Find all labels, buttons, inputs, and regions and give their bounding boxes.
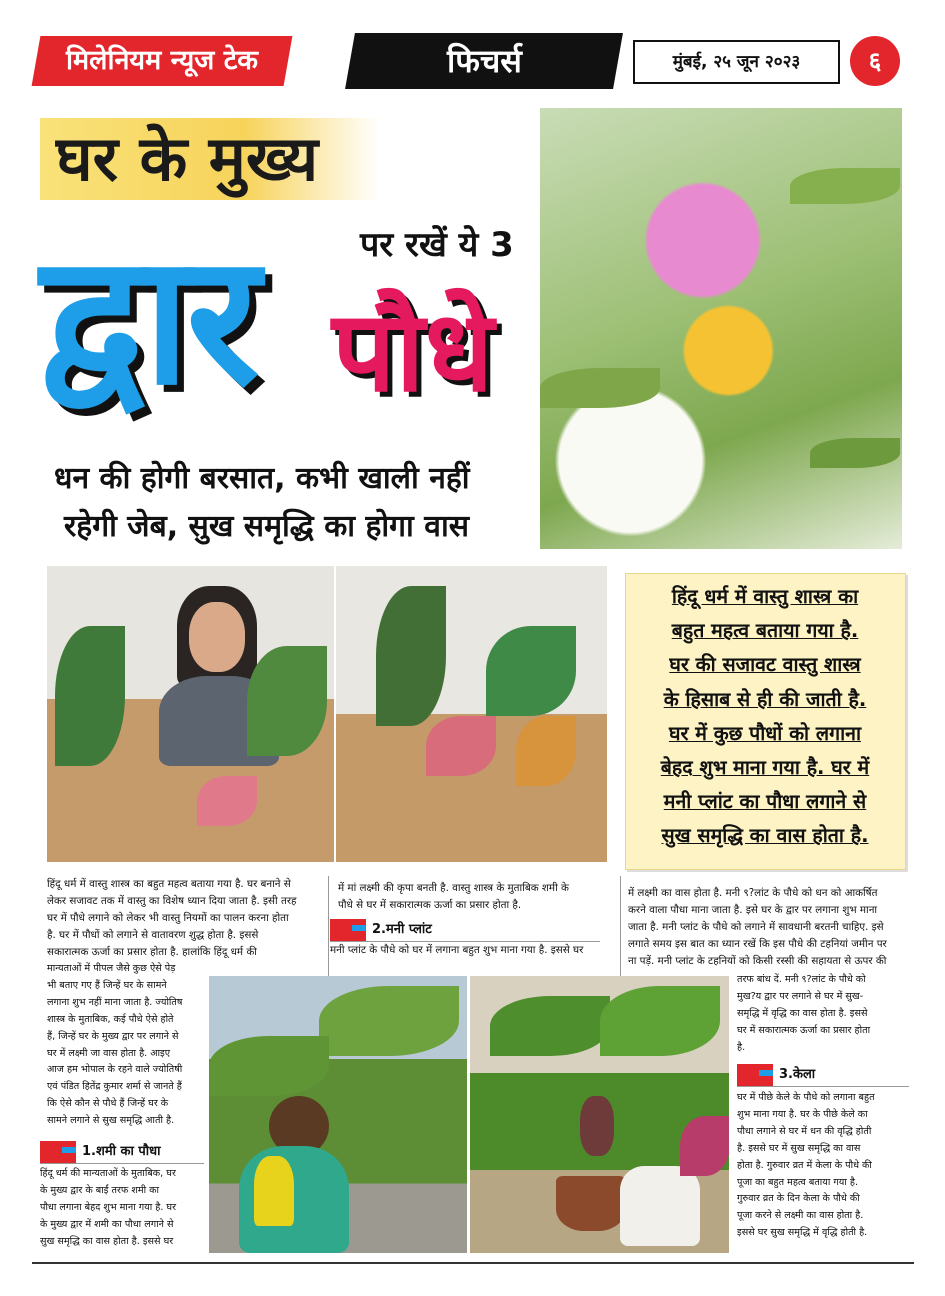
page-number: ६ <box>850 36 900 86</box>
leaf-shape <box>680 1116 729 1176</box>
leaf-shape <box>790 168 900 204</box>
leaf-shape <box>247 646 327 756</box>
text-line: गुरुवार व्रत के दिन केला के पौधे की <box>737 1193 860 1205</box>
leaf-shape <box>426 716 496 776</box>
text-line: लगाते समय इस बात का ध्यान रखें कि इस पौधे की टहनियां जमीन पर <box>628 937 887 950</box>
col2-text <box>338 880 610 914</box>
text-line: घर में पीछे केले के पौधे को लगाना बहुत <box>737 1092 875 1103</box>
col1-intro <box>47 876 318 961</box>
text-line: है. <box>737 1041 746 1053</box>
subhead-label: 3.केला <box>779 1067 816 1082</box>
text-line: शुभ माना गया है. घर के पीछे केले का <box>737 1108 868 1120</box>
text-line: पौधे से घर में सकारात्मक ऊर्जा का प्रसार होता है. <box>338 898 522 911</box>
col3-text-narrow <box>737 972 909 1057</box>
leaf-shape <box>490 996 610 1056</box>
subhead-money-plant <box>330 919 600 942</box>
text-line: सुख समृद्धि का वास होता है. इससे घर <box>40 1235 174 1247</box>
quote-line: बेहद शुभ माना गया है. घर में <box>660 756 870 780</box>
leaf-shape <box>209 1036 329 1096</box>
text-line: आज हम भोपाल के रहने वाले ज्योतिषी <box>47 1064 183 1076</box>
text-line: घर में सकारात्मक ऊर्जा का प्रसार होता <box>737 1024 871 1036</box>
quote-line: मनी प्लांट का पौधा लगाने से <box>663 790 867 814</box>
col2-money <box>330 942 612 959</box>
tagline-line2: रहेगी जेब, सुख समृद्धि का होगा वास <box>64 509 469 544</box>
col1-intro-narrow <box>47 961 204 1130</box>
quote-line: घर की सजावट वास्तु शास्त्र <box>669 653 861 677</box>
quote-line: के हिसाब से ही की जाती है. <box>663 687 867 711</box>
flower-pot <box>556 1176 626 1231</box>
text-line: है. घर में पौधों को लगाने से वातावरण शुद्ध होता है. इससे <box>47 928 259 941</box>
quote-text <box>636 580 894 854</box>
text-line: सामने लगाने से सुख समृद्धि आती है. <box>47 1115 175 1127</box>
column-rule <box>328 876 329 976</box>
text-line: करने वाला पौधा माना जाता है. इसे घर के द्वार पर लगाना शुभ माना <box>628 903 878 916</box>
text-line: हिंदू धर्म की मान्यताओं के मुताबिक, घर <box>40 1168 176 1179</box>
headline-big-word: द्वार <box>40 216 256 425</box>
text-line: पौधा लगाने से घर में धन की वृद्धि होती <box>737 1125 872 1137</box>
text-line: मान्यताओं में पीपल जैसे कुछ ऐसे पेड़ <box>47 963 176 974</box>
text-line: घर में लक्ष्मी जा वास होता है. आइए <box>47 1047 171 1059</box>
col3-banana <box>737 1090 909 1242</box>
subhead-blue-mark <box>62 1147 76 1153</box>
subhead-label: 1.शमी का पौधा <box>82 1144 161 1159</box>
column-rule <box>620 876 621 976</box>
leaf-shape <box>810 438 900 468</box>
text-line: हिंदू धर्म में वास्तु शास्त्र का बहुत महत्व बताया गया है. घर बनाने से <box>47 878 291 890</box>
leaf-shape <box>516 716 576 786</box>
quote-line: सुख समृद्धि का वास होता है. <box>661 824 869 848</box>
text-line: पूजा का बहुत महत्व बताया गया है. <box>737 1176 859 1188</box>
leaf-shape <box>376 586 446 726</box>
text-line: ना पड़ें. मनी प्लांट के टहनियों को किसी रस्सी की सहायता से ऊपर की <box>628 954 887 967</box>
newspaper-brand: मिलेनियम न्यूज टेक <box>32 36 293 86</box>
text-line: पूजा करने से लक्ष्मी का वास होता है. <box>737 1210 864 1222</box>
col1-shami <box>40 1166 204 1251</box>
potted-plants-photo <box>336 566 607 862</box>
woman-plants-photo <box>47 566 334 862</box>
text-line: जाता है. मनी प्लांट के पौधे को लगाने में सावधानी बरतनी चाहिए. इसे <box>628 920 884 933</box>
text-line: में लक्ष्मी का वास होता है. मनी ९?लांट के पौधे को धन को आकर्षित <box>628 887 878 899</box>
text-line: पौधा लगाना बेहद शुभ माना गया है. घर <box>40 1201 177 1213</box>
text-line: के मुख्य द्वार के बाईं तरफ शमी का <box>40 1184 159 1196</box>
leaf-shape <box>600 986 720 1056</box>
text-line: तरफ बांध दें. मनी ९?लांट के पौधे को <box>737 974 866 985</box>
woman-blouse <box>254 1156 294 1226</box>
subhead-label: 2.मनी प्लांट <box>372 922 432 937</box>
dateline: मुंबई, २५ जून २०२३ <box>633 40 840 84</box>
text-line: एवं पंडित हितेंद्र कुमार शर्मा से जानते हैं <box>47 1081 182 1093</box>
leaf-shape <box>55 626 125 766</box>
leaf-shape <box>486 626 576 716</box>
subhead-blue-mark <box>759 1070 773 1076</box>
woman-banana-photo <box>209 976 467 1253</box>
text-line: हैं, जिन्हें घर के मुख्य द्वार पर लगाने से <box>47 1030 179 1042</box>
headline-line1: घर के मुख्य <box>56 122 319 195</box>
text-line: कि ऐसे कौन से पौधे हैं जिन्हें घर के <box>47 1098 169 1110</box>
banana-flower <box>580 1096 614 1156</box>
text-line: भी बताए गए हैं जिन्हें घर के सामने <box>47 979 167 991</box>
section-title: फिचर्स <box>345 33 623 89</box>
subhead-shami <box>40 1141 204 1164</box>
text-line: होता है. गुरुवार व्रत में केला के पौधे की <box>737 1159 872 1171</box>
text-line: शास्त्र के मुताबिक, कई पौधे ऐसे होते <box>47 1013 174 1025</box>
leaf-shape <box>197 776 257 826</box>
subhead-banana <box>737 1064 909 1087</box>
tagline-line1: धन की होगी बरसात, कभी खाली नहीं <box>54 461 470 496</box>
banana-plant-photo <box>470 976 729 1253</box>
text-line: मुख?य द्वार पर लगाने से घर में सुख- <box>737 990 864 1002</box>
text-line: घर में पौधे लगाने को लेकर भी वास्तु नियमों का पालन करना होता <box>47 911 289 924</box>
text-line: लगाना शुभ नहीं माना जाता है. ज्योतिष <box>47 996 183 1008</box>
text-line: मनी प्लांट के पौधे को घर में लगाना बहुत शुभ माना गया है. इससे घर <box>330 944 584 956</box>
headline-sub: पर रखें ये 3 <box>360 225 514 265</box>
woman-face <box>189 602 245 672</box>
text-line: इससे घर सुख समृद्धि में वृद्धि होती है. <box>737 1227 868 1239</box>
quote-line: हिंदू धर्म में वास्तु शास्त्र का <box>671 585 859 608</box>
text-line: है. इससे घर में सुख समृद्धि का वास <box>737 1142 861 1154</box>
text-line: के मुख्य द्वार में शमी का पौधा लगाने से <box>40 1218 174 1230</box>
col3-text <box>628 885 908 970</box>
text-line: में मां लक्ष्मी की कृपा बनती है. वास्तु शास्त्र के मुताबिक शमी के <box>338 882 569 894</box>
headline-big-word2: पौधे <box>332 287 494 417</box>
quote-line: बहुत महत्व बताया गया है. <box>671 619 859 643</box>
white-chair <box>620 1166 700 1246</box>
subhead-blue-mark <box>352 925 366 931</box>
quote-line: घर में कुछ पौधों को लगाना <box>668 721 862 745</box>
text-line: समृद्धि में वृद्धि का वास होता है. इससे <box>737 1007 868 1019</box>
bottom-rule <box>32 1262 914 1264</box>
leaf-shape <box>540 368 660 408</box>
text-line: लेकर सजावट तक में वास्तु का विशेष ध्यान दिया जाता है. इसी तरह <box>47 894 297 907</box>
text-line: सकारात्मक ऊर्जा का प्रसार होता है. हालांकि हिंदू धर्म की <box>47 945 257 958</box>
leaf-shape <box>319 986 459 1056</box>
flower-photo <box>540 108 902 549</box>
